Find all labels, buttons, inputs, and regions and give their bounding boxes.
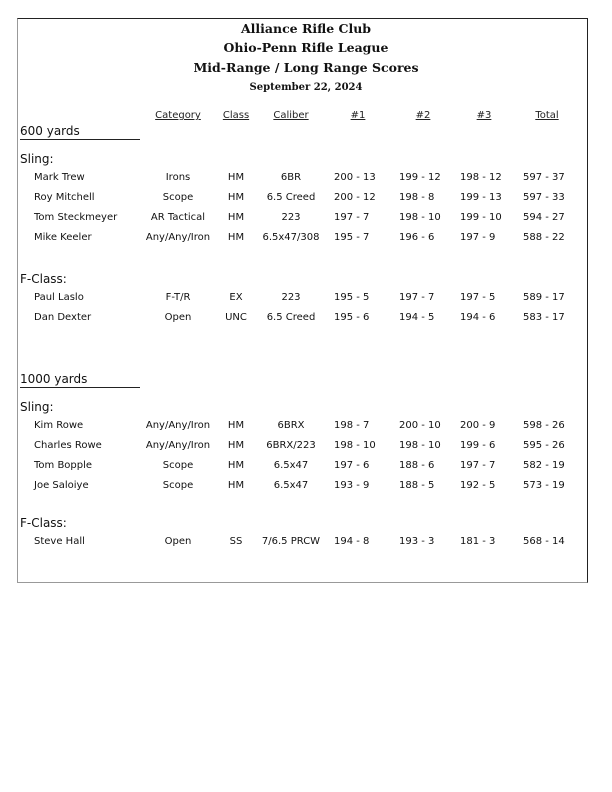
table-row: [0, 292, 612, 306]
class-cell: HM: [227, 172, 245, 183]
string2-score: 188 - 5: [399, 480, 435, 491]
col-header-total: Total: [535, 110, 559, 121]
table-row: [0, 192, 612, 206]
col-header-string1: #1: [350, 110, 366, 121]
string1-score: 195 - 6: [334, 312, 370, 323]
class-cell: SS: [229, 536, 243, 547]
table-row: [0, 420, 612, 434]
class-cell: HM: [227, 420, 245, 431]
string2-score: 193 - 3: [399, 536, 435, 547]
total-score: 573 - 19: [523, 480, 565, 491]
class-cell: HM: [227, 440, 245, 451]
string2-score: 197 - 7: [399, 292, 435, 303]
match-date: September 22, 2024: [249, 82, 363, 93]
class-cell: EX: [229, 292, 243, 303]
class-cell: HM: [227, 192, 245, 203]
table-row: [0, 480, 612, 494]
caliber-cell: 6BRX/223: [266, 440, 316, 451]
player-name: Paul Laslo: [34, 292, 84, 303]
caliber-cell: 6BRX: [277, 420, 305, 431]
string3-score: 200 - 9: [460, 420, 496, 431]
player-name: Roy Mitchell: [34, 192, 95, 203]
category-cell: Open: [164, 536, 192, 547]
string3-score: 197 - 9: [460, 232, 496, 243]
string3-score: 199 - 10: [460, 212, 502, 223]
string2-score: 200 - 10: [399, 420, 441, 431]
table-row: [0, 212, 612, 226]
category-cell: Any/Any/Iron: [145, 420, 211, 431]
class-cell: HM: [227, 232, 245, 243]
group-heading: Sling:: [20, 152, 54, 166]
group-heading: F-Class:: [20, 516, 67, 530]
category-cell: F-T/R: [165, 292, 191, 303]
category-cell: AR Tactical: [150, 212, 206, 223]
string2-score: 198 - 8: [399, 192, 435, 203]
col-header-category: Category: [155, 110, 201, 121]
player-name: Dan Dexter: [34, 312, 92, 323]
string2-score: 198 - 10: [399, 212, 441, 223]
col-header-string2: #2: [415, 110, 431, 121]
class-cell: HM: [227, 212, 245, 223]
total-score: 589 - 17: [523, 292, 565, 303]
total-score: 582 - 19: [523, 460, 565, 471]
total-score: 594 - 27: [523, 212, 565, 223]
string2-score: 188 - 6: [399, 460, 435, 471]
string2-score: 199 - 12: [399, 172, 441, 183]
string1-score: 195 - 5: [334, 292, 370, 303]
string1-score: 193 - 9: [334, 480, 370, 491]
caliber-cell: 6.5 Creed: [266, 192, 316, 203]
table-row: [0, 232, 612, 246]
table-row: [0, 172, 612, 186]
string1-score: 200 - 12: [334, 192, 376, 203]
col-header-class: Class: [222, 110, 250, 121]
player-name: Joe Saloiye: [34, 480, 89, 491]
group-heading: F-Class:: [20, 272, 67, 286]
category-cell: Any/Any/Iron: [145, 440, 211, 451]
total-score: 597 - 37: [523, 172, 565, 183]
string1-score: 195 - 7: [334, 232, 370, 243]
player-name: Tom Bopple: [34, 460, 93, 471]
caliber-cell: 223: [281, 212, 301, 223]
category-cell: Any/Any/Iron: [145, 232, 211, 243]
total-score: 583 - 17: [523, 312, 565, 323]
total-score: 568 - 14: [523, 536, 565, 547]
category-cell: Scope: [162, 192, 194, 203]
string1-score: 200 - 13: [334, 172, 376, 183]
string3-score: 181 - 3: [460, 536, 496, 547]
string1-score: 197 - 6: [334, 460, 370, 471]
string3-score: 194 - 6: [460, 312, 496, 323]
string1-score: 197 - 7: [334, 212, 370, 223]
caliber-cell: 6.5x47: [273, 460, 309, 471]
caliber-cell: 6BR: [280, 172, 302, 183]
total-score: 588 - 22: [523, 232, 565, 243]
category-cell: Open: [164, 312, 192, 323]
string2-score: 194 - 5: [399, 312, 435, 323]
table-row: [0, 312, 612, 326]
caliber-cell: 223: [281, 292, 301, 303]
class-cell: HM: [227, 480, 245, 491]
group-heading: Sling:: [20, 400, 54, 414]
string2-score: 196 - 6: [399, 232, 435, 243]
caliber-cell: 7/6.5 PRCW: [261, 536, 321, 547]
category-cell: Scope: [162, 460, 194, 471]
club-title: Alliance Rifle Club: [240, 21, 372, 36]
table-row: [0, 460, 612, 474]
string2-score: 198 - 10: [399, 440, 441, 451]
col-header-string3: #3: [476, 110, 492, 121]
range-heading: 1000 yards: [20, 372, 140, 388]
table-row: [0, 536, 612, 550]
player-name: Kim Rowe: [34, 420, 84, 431]
string3-score: 192 - 5: [460, 480, 496, 491]
league-title: Ohio-Penn Rifle League: [223, 40, 389, 55]
category-cell: Scope: [162, 480, 194, 491]
caliber-cell: 6.5x47: [273, 480, 309, 491]
caliber-cell: 6.5 Creed: [266, 312, 316, 323]
total-score: 595 - 26: [523, 440, 565, 451]
class-cell: UNC: [225, 312, 247, 323]
string3-score: 199 - 6: [460, 440, 496, 451]
string3-score: 197 - 7: [460, 460, 496, 471]
player-name: Mark Trew: [34, 172, 85, 183]
scores-subtitle: Mid-Range / Long Range Scores: [193, 60, 419, 75]
col-header-caliber: Caliber: [273, 110, 309, 121]
string3-score: 199 - 13: [460, 192, 502, 203]
total-score: 597 - 33: [523, 192, 565, 203]
player-name: Mike Keeler: [34, 232, 92, 243]
total-score: 598 - 26: [523, 420, 565, 431]
string3-score: 198 - 12: [460, 172, 502, 183]
caliber-cell: 6.5x47/308: [262, 232, 320, 243]
string1-score: 198 - 7: [334, 420, 370, 431]
string1-score: 198 - 10: [334, 440, 376, 451]
category-cell: Irons: [165, 172, 191, 183]
range-heading: 600 yards: [20, 124, 140, 140]
player-name: Steve Hall: [34, 536, 85, 547]
player-name: Charles Rowe: [34, 440, 102, 451]
table-row: [0, 440, 612, 454]
player-name: Tom Steckmeyer: [34, 212, 118, 223]
string3-score: 197 - 5: [460, 292, 496, 303]
class-cell: HM: [227, 460, 245, 471]
string1-score: 194 - 8: [334, 536, 370, 547]
